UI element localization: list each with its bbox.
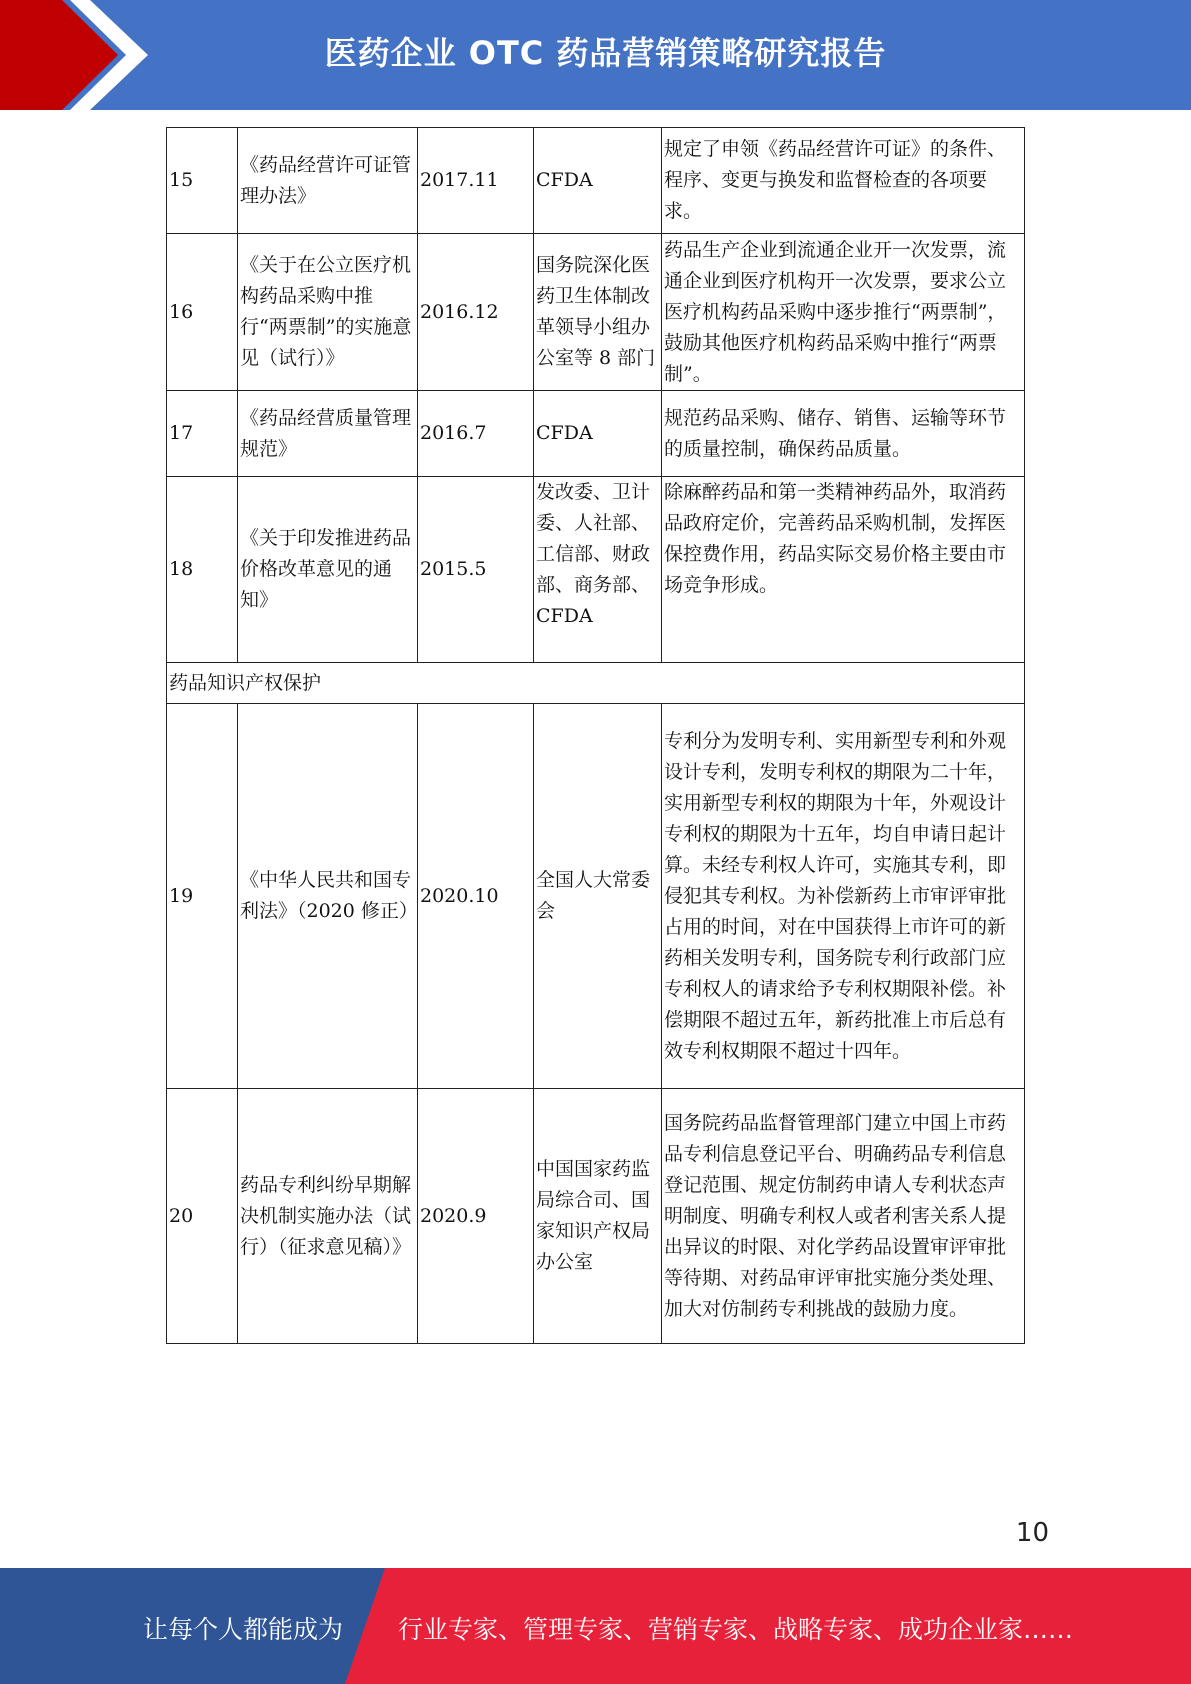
regulation-name: 《药品经营许可证管理办法》 xyxy=(238,128,418,234)
issuing-authority: 国务院深化医药卫生体制改革领导小组办公室等 8 部门 xyxy=(534,234,662,391)
issuing-authority: 全国人大常委会 xyxy=(534,704,662,1089)
regulation-name: 《关于印发推进药品价格改革意见的通知》 xyxy=(238,477,418,663)
issuing-authority: 发改委、卫计委、人社部、工信部、财政部、商务部、CFDA xyxy=(534,477,662,663)
footer-slogan-right: 行业专家、管理专家、营销专家、战略专家、成功企业家…… xyxy=(398,1615,1074,1644)
regulation-table xyxy=(166,127,1025,1344)
table-row xyxy=(167,1089,1025,1344)
row-number: 20 xyxy=(167,1089,238,1344)
table-row xyxy=(167,704,1025,1089)
regulation-name: 药品专利纠纷早期解决机制实施办法（试行）（征求意见稿）》 xyxy=(238,1089,418,1344)
table-row xyxy=(167,234,1025,391)
issue-date: 2016.12 xyxy=(418,234,534,391)
issue-date: 2016.7 xyxy=(418,391,534,477)
table-row xyxy=(167,128,1025,234)
regulation-content: 规范药品采购、储存、销售、运输等环节的质量控制，确保药品质量。 xyxy=(662,391,1025,477)
section-title: 药品知识产权保护 xyxy=(167,663,1025,704)
page-header xyxy=(0,0,1191,110)
row-number: 15 xyxy=(167,128,238,234)
report-title: 医药企业 OTC 药品营销策略研究报告 xyxy=(324,34,887,72)
row-number: 17 xyxy=(167,391,238,477)
issue-date: 2020.10 xyxy=(418,704,534,1089)
page-footer xyxy=(0,1568,1191,1684)
row-number: 19 xyxy=(167,704,238,1089)
issuing-authority: 中国国家药监局综合司、国家知识产权局办公室 xyxy=(534,1089,662,1344)
regulation-content: 专利分为发明专利、实用新型专利和外观设计专利，发明专利权的期限为二十年，实用新型专利权的期限为十年，外观设计专利权的期限为十五年，均自申请日起计算。未经专利权人许可，实施其专利，即侵犯其专利权。为补偿新药上市审评审批占用的时间，对在中国获得上市许可的新药相关发明专利，国务院专利行政部门应专利权人的请求给予专利权期限补偿。补偿期限不超过五年，新药批准上市后总有效专利权期限不超过十四年。 xyxy=(662,704,1025,1089)
table-row xyxy=(167,391,1025,477)
regulation-name: 《中华人民共和国专利法》（2020 修正） xyxy=(238,704,418,1089)
issue-date: 2020.9 xyxy=(418,1089,534,1344)
footer-slogan-left: 让每个人都能成为 xyxy=(143,1615,344,1644)
row-number: 18 xyxy=(167,477,238,663)
issue-date: 2015.5 xyxy=(418,477,534,663)
issue-date: 2017.11 xyxy=(418,128,534,234)
page-number: 10 xyxy=(1015,1518,1049,1548)
regulation-content: 除麻醉药品和第一类精神药品外，取消药品政府定价，完善药品采购机制，发挥医保控费作用，药品实际交易价格主要由市场竞争形成。 xyxy=(662,477,1025,663)
regulation-content: 国务院药品监督管理部门建立中国上市药品专利信息登记平台、明确药品专利信息登记范围、规定仿制药申请人专利状态声明制度、明确专利权人或者利害关系人提出异议的时限、对化学药品设置审评审批等待期、对药品审评审批实施分类处理、加大对仿制药专利挑战的鼓励力度。 xyxy=(662,1089,1025,1344)
issuing-authority: CFDA xyxy=(534,128,662,234)
regulation-name: 《关于在公立医疗机构药品采购中推行“两票制”的实施意见（试行）》 xyxy=(238,234,418,391)
issuing-authority: CFDA xyxy=(534,391,662,477)
section-row xyxy=(167,663,1025,704)
regulation-content: 规定了申领《药品经营许可证》的条件、程序、变更与换发和监督检查的各项要求。 xyxy=(662,128,1025,234)
regulation-name: 《药品经营质量管理规范》 xyxy=(238,391,418,477)
table-row xyxy=(167,477,1025,663)
regulation-content: 药品生产企业到流通企业开一次发票，流通企业到医疗机构开一次发票，要求公立医疗机构药品采购中逐步推行“两票制”，鼓励其他医疗机构药品采购中推行“两票制”。 xyxy=(662,234,1025,391)
row-number: 16 xyxy=(167,234,238,391)
